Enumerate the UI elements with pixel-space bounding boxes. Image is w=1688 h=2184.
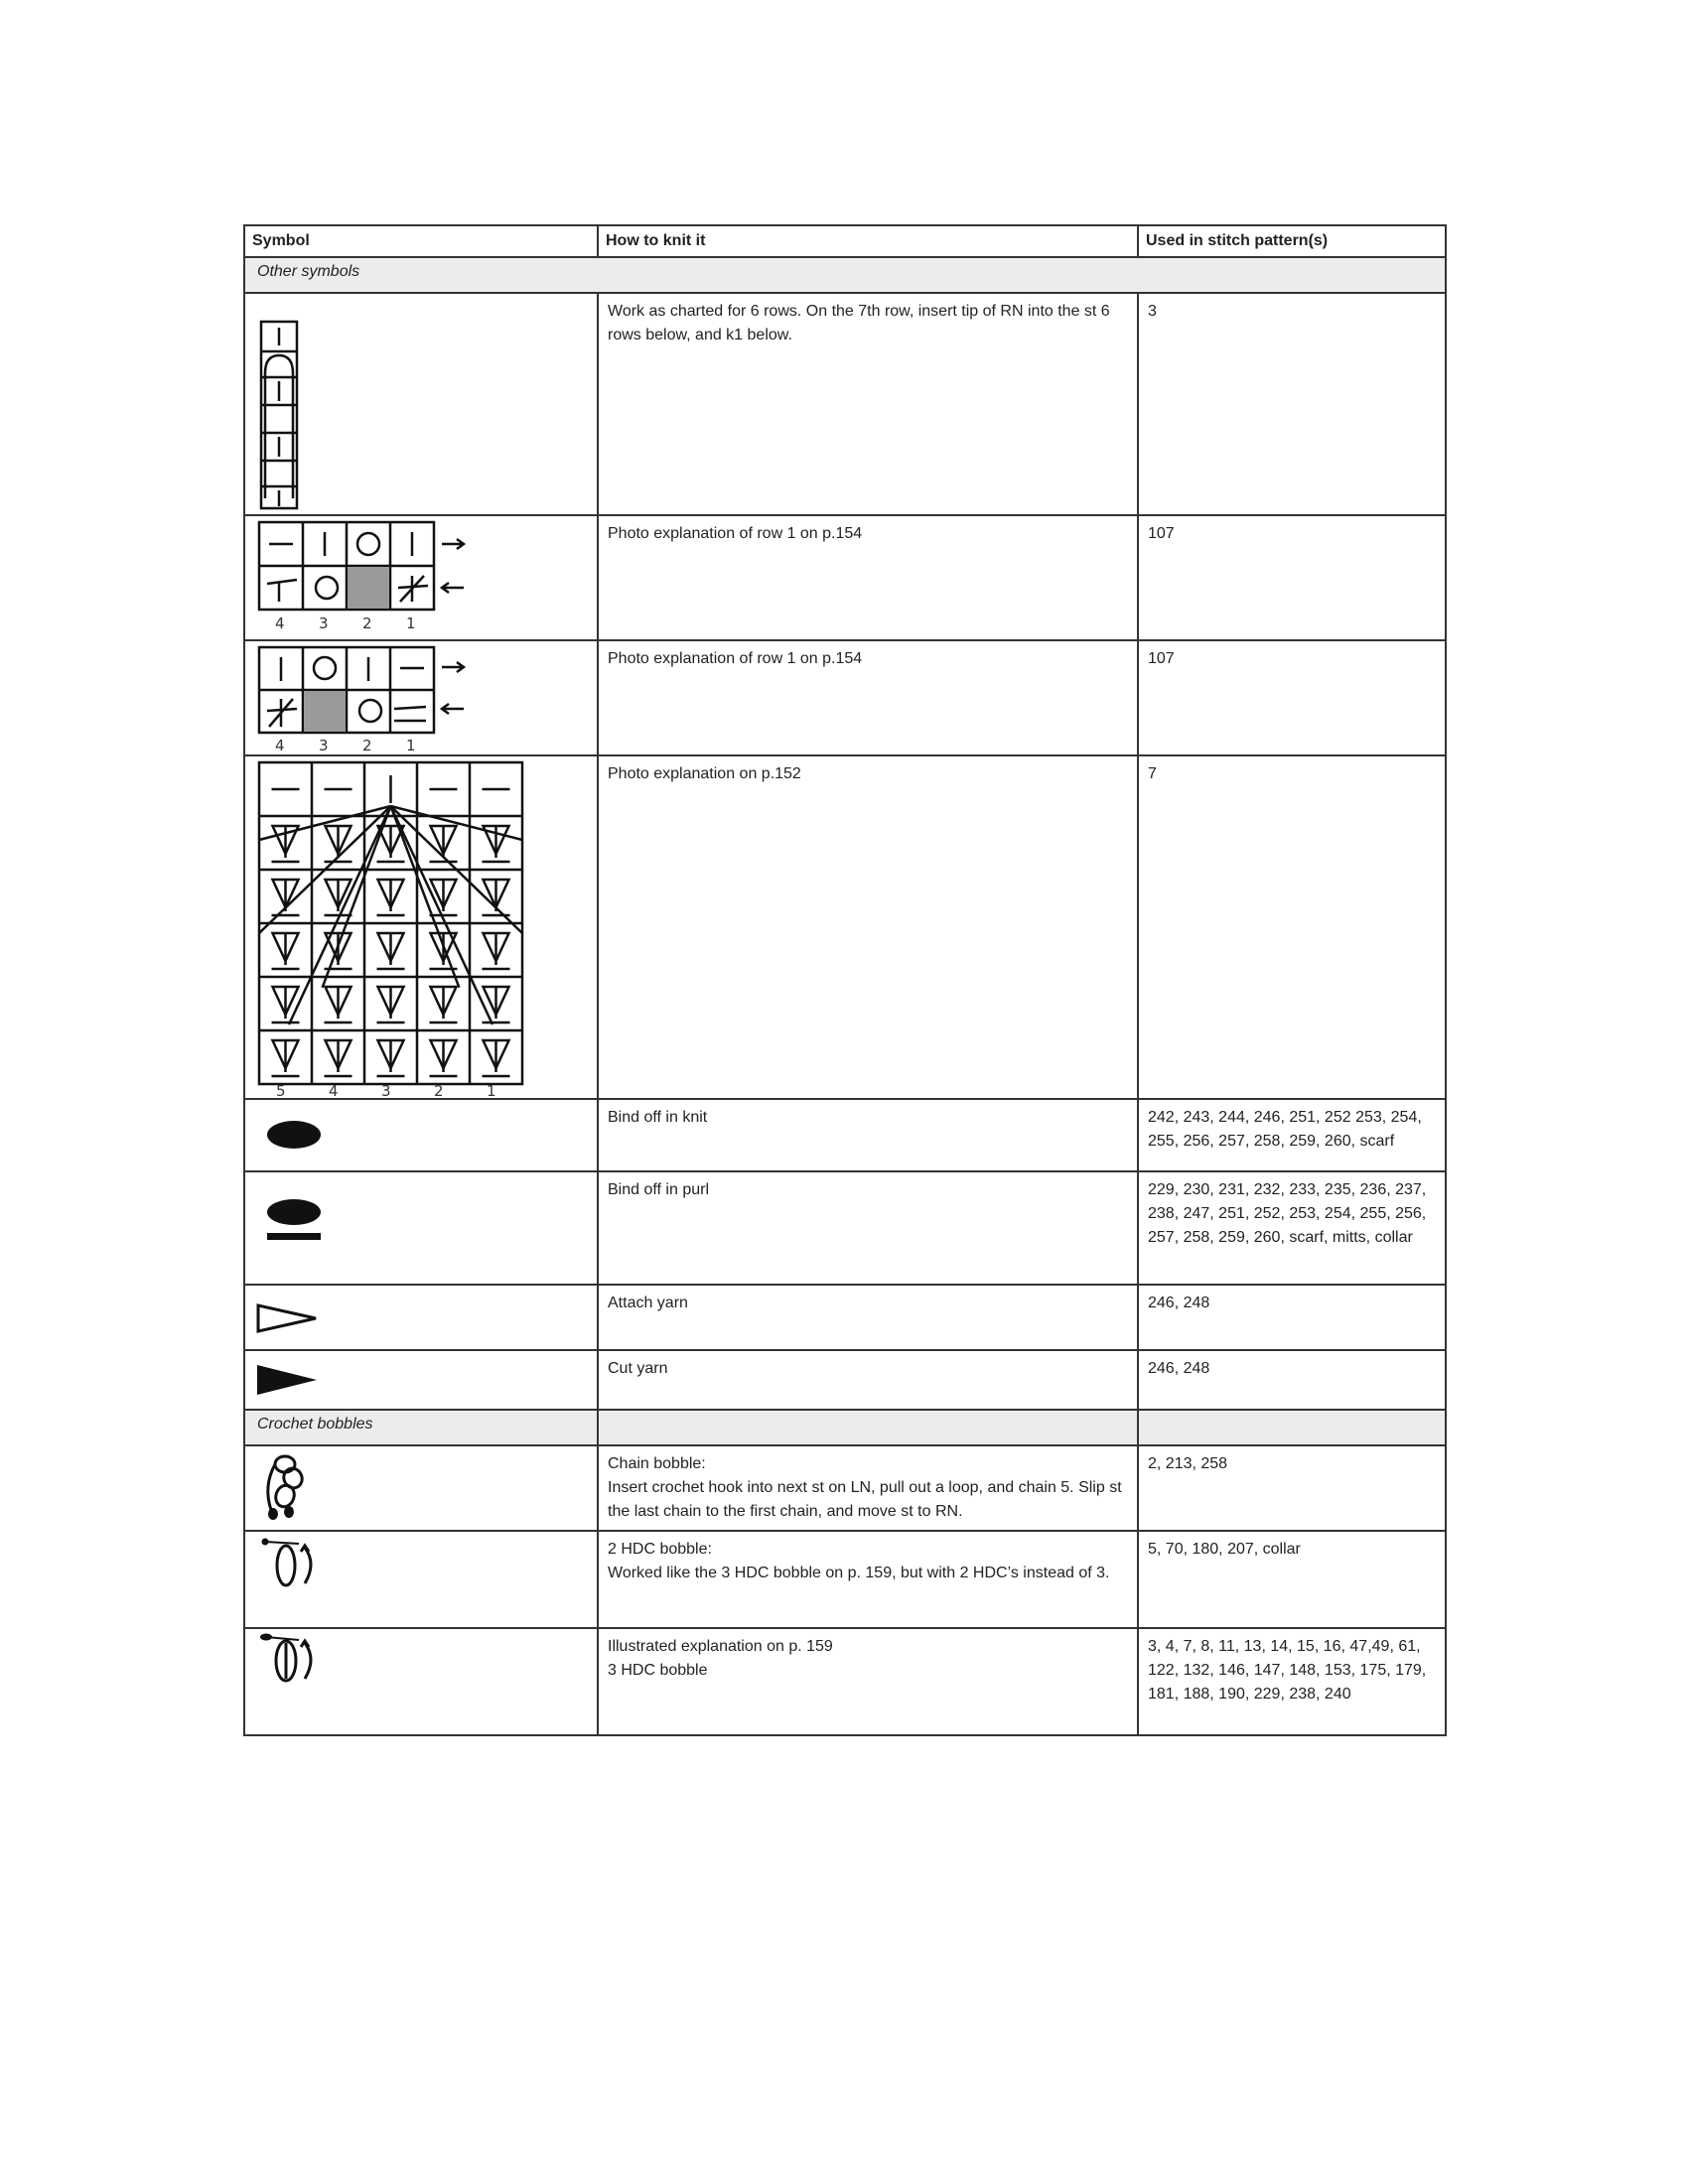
- table-row: [244, 515, 1446, 640]
- chart-label: 5: [276, 1082, 286, 1098]
- used-cell: 7: [1138, 755, 1446, 1099]
- chart-label: 1: [406, 614, 416, 632]
- symbol-cell: [244, 293, 598, 515]
- table-row: [244, 1531, 1446, 1628]
- how-line: Chain bobble:: [608, 1455, 706, 1472]
- chart-label: 1: [406, 737, 416, 754]
- header-row: [244, 225, 1446, 257]
- how-cell: Photo explanation of row 1 on p.154: [598, 515, 1138, 640]
- chart-label: 1: [487, 1082, 496, 1098]
- how-cell: Photo explanation of row 1 on p.154: [598, 640, 1138, 755]
- symbol-cell: [244, 515, 598, 640]
- symbol-cell: [244, 1171, 598, 1285]
- three-hdc-bobble-icon: [245, 1629, 599, 1734]
- used-cell: 229, 230, 231, 232, 233, 235, 236, 237, 238, 247, 251, 252, 253, 254, 255, 256, 257, 258, 259, 260, scarf, mitts, collar: [1138, 1171, 1446, 1285]
- chart-label: 3: [319, 614, 329, 632]
- used-cell: 242, 243, 244, 246, 251, 252 253, 254, 255, 256, 257, 258, 259, 260, scarf: [1138, 1099, 1446, 1171]
- section-crochet-bobbles: Crochet bobbles: [244, 1410, 598, 1445]
- how-cell: [598, 1531, 1138, 1628]
- table-row: [244, 640, 1446, 755]
- used-cell: 246, 248: [1138, 1285, 1446, 1350]
- table-row: [244, 1350, 1446, 1410]
- table-row: [244, 1628, 1446, 1735]
- chain-bobble-icon: [245, 1446, 599, 1528]
- section-row-other: [244, 257, 1446, 293]
- how-cell: Cut yarn: [598, 1350, 1138, 1410]
- table-row: [244, 293, 1446, 515]
- six-row-stitch-icon: [245, 294, 599, 514]
- symbol-cell: [244, 1099, 598, 1171]
- black-oval-icon: [245, 1100, 599, 1170]
- how-line: Insert crochet hook into next st on LN, pull out a loop, and chain 5. Slip st the last chain to the first chain, and move st to RN.: [608, 1479, 1122, 1520]
- symbol-legend-table: [243, 224, 1447, 1736]
- used-cell: 3, 4, 7, 8, 11, 13, 14, 15, 16, 47,49, 61, 122, 132, 146, 147, 148, 153, 175, 179, 181, 188, 190, 229, 238, 240: [1138, 1628, 1446, 1735]
- two-hdc-bobble-icon: [245, 1532, 599, 1627]
- header-symbol: Symbol: [244, 225, 598, 257]
- how-cell: Bind off in knit: [598, 1099, 1138, 1171]
- symbol-cell: [244, 1628, 598, 1735]
- chart-label: 3: [381, 1082, 391, 1098]
- how-cell: Attach yarn: [598, 1285, 1138, 1350]
- chart-label: 2: [434, 1082, 444, 1098]
- how-cell: Bind off in purl: [598, 1171, 1138, 1285]
- how-cell: [598, 1445, 1138, 1531]
- section-other-symbols: Other symbols: [244, 257, 1446, 293]
- chart-label: 4: [275, 737, 285, 754]
- how-line: 3 HDC bobble: [608, 1662, 708, 1679]
- chart-label: 4: [275, 614, 285, 632]
- chart-label: 4: [329, 1082, 339, 1098]
- how-line: 2 HDC bobble:: [608, 1541, 712, 1558]
- used-cell: 3: [1138, 293, 1446, 515]
- used-cell: 246, 248: [1138, 1350, 1446, 1410]
- chart-label: 3: [319, 737, 329, 754]
- table-row: [244, 1285, 1446, 1350]
- table-row: [244, 1099, 1446, 1171]
- fan-chart-icon: [245, 756, 599, 1098]
- chart-label: 2: [362, 737, 372, 754]
- chart-label: 2: [362, 614, 372, 632]
- table-row: [244, 1171, 1446, 1285]
- how-cell: [598, 1628, 1138, 1735]
- table-row: [244, 1445, 1446, 1531]
- symbol-cell: [244, 1445, 598, 1531]
- used-cell: 107: [1138, 515, 1446, 640]
- table-row: [244, 755, 1446, 1099]
- section-empty: [598, 1410, 1138, 1445]
- filled-triangle-icon: [245, 1351, 599, 1409]
- how-cell: Work as charted for 6 rows. On the 7th row, insert tip of RN into the st 6 rows below, and k1 below.: [598, 293, 1138, 515]
- used-cell: 107: [1138, 640, 1446, 755]
- outline-triangle-icon: [245, 1286, 599, 1349]
- header-how: How to knit it: [598, 225, 1138, 257]
- how-line: Illustrated explanation on p. 159: [608, 1638, 833, 1655]
- section-empty: [1138, 1410, 1446, 1445]
- section-row-bobbles: [244, 1410, 1446, 1445]
- how-line: Worked like the 3 HDC bobble on p. 159, but with 2 HDC’s instead of 3.: [608, 1565, 1110, 1581]
- used-cell: 2, 213, 258: [1138, 1445, 1446, 1531]
- how-cell: Photo explanation on p.152: [598, 755, 1138, 1099]
- used-cell: 5, 70, 180, 207, collar: [1138, 1531, 1446, 1628]
- symbol-cell: [244, 1531, 598, 1628]
- chart-icon: [245, 516, 599, 639]
- oval-over-bar-icon: [245, 1172, 599, 1284]
- header-used: Used in stitch pattern(s): [1138, 225, 1446, 257]
- symbol-cell: [244, 755, 598, 1099]
- chart-icon: [245, 641, 599, 754]
- symbol-cell: [244, 1285, 598, 1350]
- symbol-cell: [244, 1350, 598, 1410]
- symbol-cell: [244, 640, 598, 755]
